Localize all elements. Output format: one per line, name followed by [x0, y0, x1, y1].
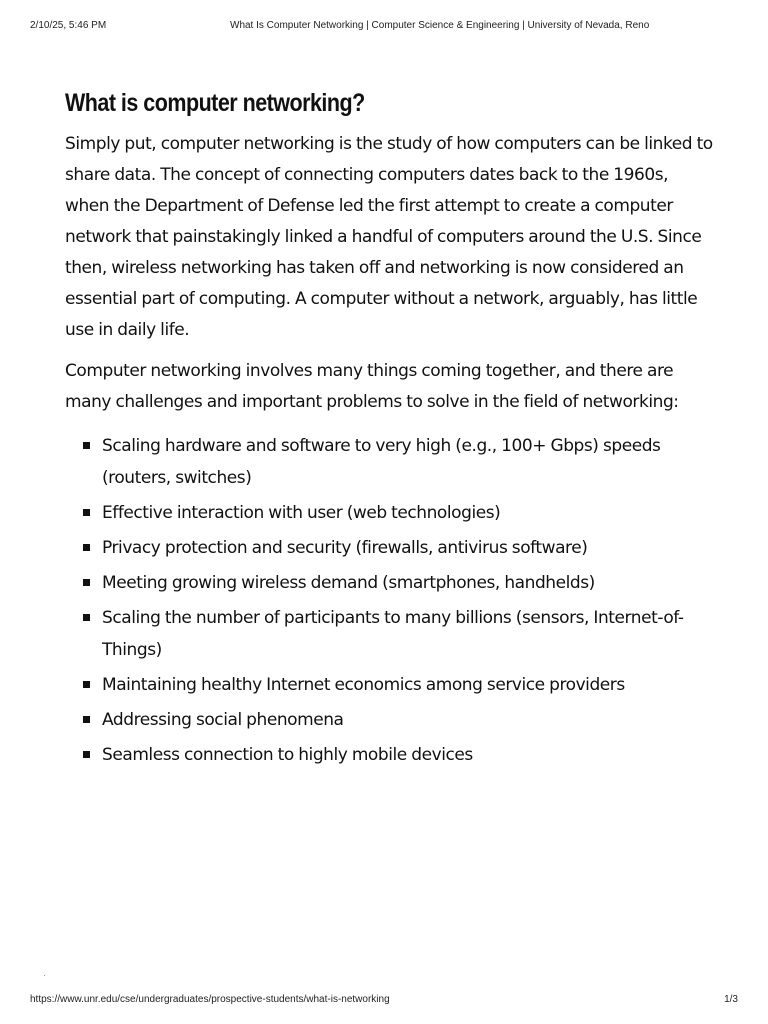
print-document-title: What Is Computer Networking | Computer Science & Engineering | University of Nevada, Reno [230, 20, 650, 31]
challenges-intro-paragraph: Computer networking involves many things coming together, and there are many challenges and important problems to solve in the field of networking: [65, 361, 679, 412]
list-item [65, 602, 715, 666]
scan-speck [44, 975, 45, 976]
square-bullet-icon [83, 442, 90, 449]
page-title: What is computer networking? [65, 89, 365, 117]
list-item-text: Maintaining healthy Internet economics among service providers [102, 675, 625, 695]
list-item-text: Seamless connection to highly mobile devices [102, 745, 473, 765]
article-content [65, 84, 715, 774]
list-item-text: Scaling hardware and software to very high (e.g., 100+ Gbps) speeds (routers, switches) [102, 436, 661, 488]
square-bullet-icon [83, 544, 90, 551]
square-bullet-icon [83, 681, 90, 688]
list-item [65, 430, 715, 494]
list-item [65, 532, 715, 564]
list-item-text: Scaling the number of participants to many billions (sensors, Internet-of-Things) [102, 608, 684, 660]
intro-paragraph: Simply put, computer networking is the study of how computers can be linked to share data. The concept of connecting computers dates back to the 1960s, when the Department of Defense led the first attempt to create a computer network that painstakingly linked a handful of computers around the U.S. Since then, wireless networking has taken off and networking is now considered an essential part of computing. A computer without a network, arguably, has little use in daily life. [65, 134, 713, 340]
list-item [65, 669, 715, 701]
square-bullet-icon [83, 751, 90, 758]
square-bullet-icon [83, 579, 90, 586]
square-bullet-icon [83, 716, 90, 723]
square-bullet-icon [83, 509, 90, 516]
challenges-list [65, 430, 715, 771]
list-item [65, 739, 715, 771]
list-item [65, 567, 715, 599]
page-number: 1/3 [724, 994, 738, 1005]
print-header [0, 19, 768, 33]
print-datetime: 2/10/25, 5:46 PM [30, 20, 107, 31]
list-item-text: Privacy protection and security (firewalls, antivirus software) [102, 538, 588, 558]
square-bullet-icon [83, 614, 90, 621]
list-item-text: Effective interaction with user (web technologies) [102, 503, 501, 523]
list-item [65, 704, 715, 736]
list-item-text: Meeting growing wireless demand (smartphones, handhelds) [102, 573, 595, 593]
list-item [65, 497, 715, 529]
print-page-url[interactable]: https://www.unr.edu/cse/undergraduates/prospective-students/what-is-networking [30, 994, 390, 1005]
list-item-text: Addressing social phenomena [102, 710, 344, 730]
print-footer [0, 993, 768, 1007]
